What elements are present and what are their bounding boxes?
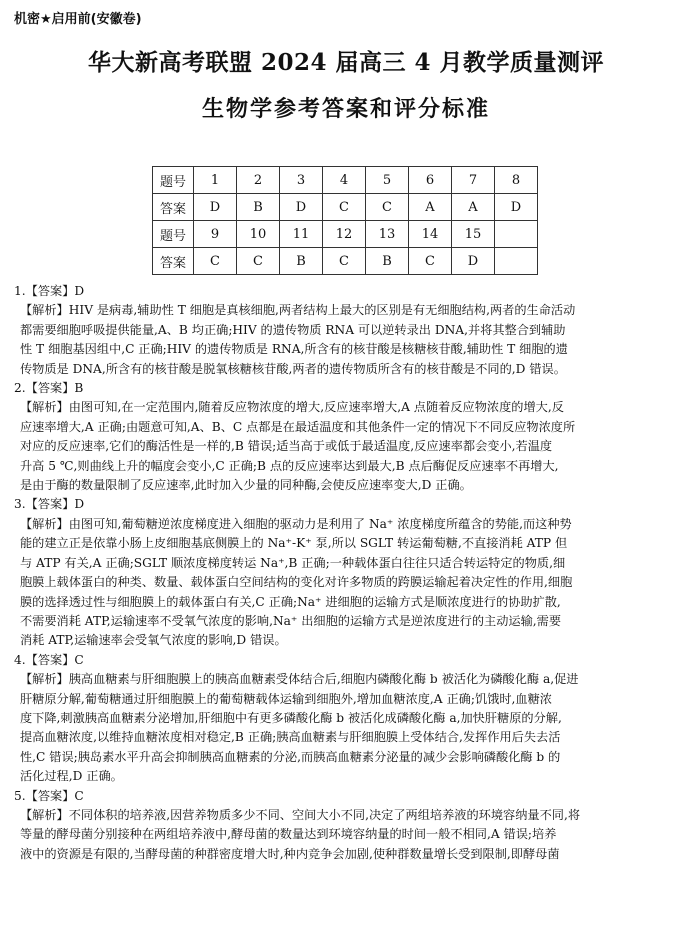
- answer-table-cell: 6: [409, 167, 452, 194]
- explanation-line: 提高血糖浓度,以维持血糖浓度相对稳定,B 正确;胰高血糖素与肝细胞膜上受体结合,发挥作用后失去活: [20, 730, 561, 745]
- answer-table-cell: C: [409, 248, 452, 275]
- answer-table-cell: 8: [495, 167, 538, 194]
- answer-table-cell: 15: [452, 221, 495, 248]
- explanation-line: 不需要消耗 ATP,运输速率不受氧气浓度的影响,Na⁺ 出细胞的运输方式是逆浓度进行的主动运输,需要: [20, 613, 562, 628]
- explanation-line: 【解析】不同体积的培养液,因营养物质多少不同、空间大小不同,决定了两组培养液的环境容纳量不同,将: [20, 807, 581, 822]
- explanation-line: 升高 5 ℃,则曲线上升的幅度会变小,C 正确;B 点的反应速率达到最大,B 点后酶促反应速率不再增大,: [20, 458, 559, 473]
- answer-table-cell: 11: [280, 221, 323, 248]
- question-answer: 4.【答案】C: [14, 652, 84, 667]
- answer-table-cell: 4: [323, 167, 366, 194]
- answer-table-row: [153, 167, 538, 194]
- answer-table-cell: C: [194, 248, 237, 275]
- answer-table-cell: A: [409, 194, 452, 221]
- page-title: 华大新高考联盟 2024 届高三 4 月教学质量测评: [87, 49, 605, 76]
- answer-table-header-cell: 答案: [153, 248, 194, 275]
- answer-table-cell: [495, 221, 538, 248]
- answer-table-cell: C: [323, 194, 366, 221]
- answer-table-cell: B: [237, 194, 280, 221]
- answer-table-cell: 3: [280, 167, 323, 194]
- answer-table-cell: 1: [194, 167, 237, 194]
- page-subtitle: 生物学参考答案和评分标准: [201, 97, 490, 122]
- answer-table-header-cell: 题号: [153, 221, 194, 248]
- answer-explanations: [14, 282, 678, 864]
- explanation-line: 【解析】由图可知,在一定范围内,随着反应物浓度的增大,反应速率增大,A 点随着反应物浓度的增大,反: [20, 400, 564, 415]
- explanation-line: 等量的酵母菌分别接种在两组培养液中,酵母菌的数量达到环境容纳量的时间一般不相同,A 错误;培养: [20, 827, 557, 842]
- explanation-line: 肝糖原分解,葡萄糖通过肝细胞膜上的葡萄糖载体运输到细胞外,增加血糖浓度,A 正确;饥饿时,血糖浓: [20, 691, 552, 706]
- answer-table-cell: 9: [194, 221, 237, 248]
- answer-table-cell: D: [280, 194, 323, 221]
- question-answer: 5.【答案】C: [14, 788, 84, 803]
- explanation-line: 应速率增大,A 正确;由题意可知,A、B、C 点都是在最适温度和其他条件一定的情况下不同反应物浓度所: [20, 419, 576, 434]
- explanation-line: 传物质是 DNA,所含有的核苷酸是脱氧核糖核苷酸,两者的遗传物质所含有的核苷酸是不同的,D 错误。: [20, 361, 566, 376]
- explanation-line: 胞膜上载体蛋白的种类、数量、载体蛋白空间结构的变化对许多物质的跨膜运输起着决定性的作用,细胞: [20, 575, 573, 590]
- explanation-line: 消耗 ATP,运输速率会受氧气浓度的影响,D 错误。: [20, 633, 287, 648]
- answer-table-cell: 10: [237, 221, 280, 248]
- answer-table-header-cell: 答案: [153, 194, 194, 221]
- explanation-line: 是由于酶的数量限制了反应速率,此时加入少量的同种酶,会使反应速率变大,D 正确。: [20, 478, 472, 493]
- explanation-line: 液中的资源是有限的,当酵母菌的种群密度增大时,种内竞争会加剧,使种群数量增长受到限制,即酵母菌: [20, 846, 560, 861]
- explanation-line: 与 ATP 有关,A 正确;SGLT 顺浓度梯度转运 Na⁺,B 正确;一种载体蛋白往往只适合转运特定的物质,细: [20, 555, 566, 570]
- question-answer: 1.【答案】D: [14, 284, 85, 298]
- answer-table-row: [153, 221, 538, 248]
- explanation-line: 性 T 细胞基因组中,C 正确;HIV 的遗传物质是 RNA,所含有的核苷酸是核糖核苷酸,辅助性 T 细胞的遗: [20, 342, 568, 357]
- explanation-line: 膜的选择透过性与细胞膜上的载体蛋白有关,C 正确;Na⁺ 进细胞的运输方式是顺浓度进行的协助扩散,: [20, 594, 561, 609]
- answer-table-cell: [495, 248, 538, 275]
- explanation-line: 对应的反应速率,它们的酶活性是一样的,B 错误;适当高于或低于最适温度,反应速率都会变小,若温度: [20, 439, 553, 454]
- question-answer: 3.【答案】D: [14, 497, 85, 512]
- explanation-line: 性,C 错误;胰岛素水平升高会抑制胰高血糖素的分泌,而胰高血糖素分泌量的减少会影响磷酸化酶 b 的: [20, 749, 561, 764]
- answer-table-cell: 14: [409, 221, 452, 248]
- explanation-line: 能的建立正是依靠小肠上皮细胞基底侧膜上的 Na⁺-K⁺ 泵,所以 SGLT 转运葡萄糖,不直接消耗 ATP 但: [20, 536, 568, 551]
- explanation-line: 活化过程,D 正确。: [20, 769, 123, 784]
- answer-table-cell: B: [280, 248, 323, 275]
- confidential-label: 机密★启用前(安徽卷): [14, 12, 142, 27]
- answer-table-cell: 12: [323, 221, 366, 248]
- answer-table-cell: C: [366, 194, 409, 221]
- answer-table-cell: 7: [452, 167, 495, 194]
- answer-table: [152, 166, 538, 275]
- answer-table-cell: C: [323, 248, 366, 275]
- explanation-line: 【解析】HIV 是病毒,辅助性 T 细胞是真核细胞,两者结构上最大的区别是有无细胞结构,两者的生命活动: [20, 303, 576, 318]
- answer-table-cell: D: [452, 248, 495, 275]
- answer-table-cell: B: [366, 248, 409, 275]
- answer-table-cell: A: [452, 194, 495, 221]
- question-answer: 2.【答案】B: [14, 381, 84, 396]
- explanation-line: 【解析】胰高血糖素与肝细胞膜上的胰高血糖素受体结合后,细胞内磷酸化酶 b 被活化为磷酸化酶 a,促进: [20, 672, 579, 687]
- answer-table-header-cell: 题号: [153, 167, 194, 194]
- answer-table-cell: C: [237, 248, 280, 275]
- answer-table-cell: 5: [366, 167, 409, 194]
- answer-table-cell: D: [495, 194, 538, 221]
- explanation-line: 都需要细胞呼吸提供能量,A、B 均正确;HIV 的遗传物质 RNA 可以逆转录出 DNA,并将其整合到辅助: [20, 322, 566, 337]
- explanation-line: 【解析】由图可知,葡萄糖逆浓度梯度进入细胞的驱动力是利用了 Na⁺ 浓度梯度所蕴含的势能,而这种势: [20, 516, 572, 531]
- answer-table-cell: D: [194, 194, 237, 221]
- answer-table-row: [153, 194, 538, 221]
- answer-table-cell: 13: [366, 221, 409, 248]
- answer-table-row: [153, 248, 538, 275]
- answer-table-cell: 2: [237, 167, 280, 194]
- explanation-line: 度下降,刺激胰高血糖素分泌增加,肝细胞中有更多磷酸化酶 b 被活化成磷酸化酶 a,加快肝糖原的分解,: [20, 710, 562, 725]
